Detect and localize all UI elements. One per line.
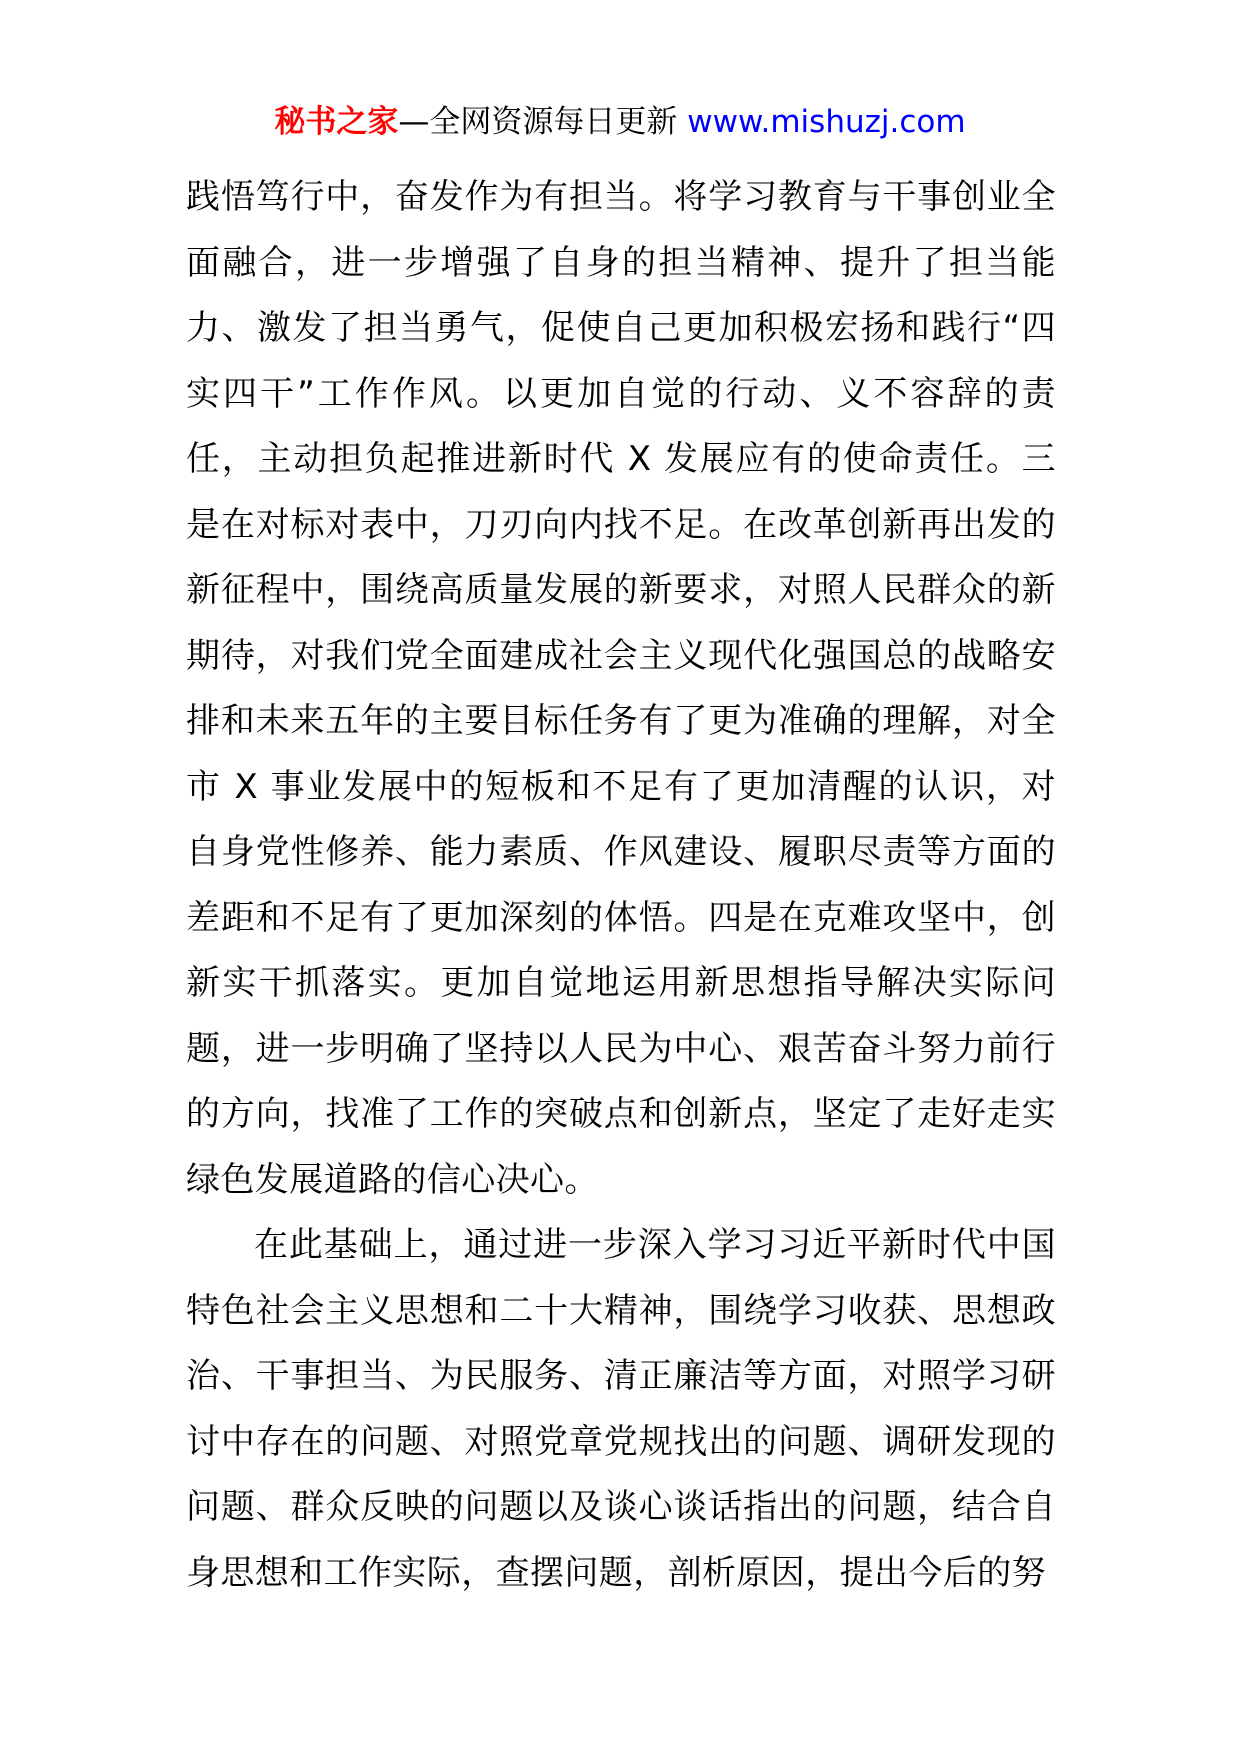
document-body xyxy=(186,165,1056,1606)
page-header xyxy=(0,100,1240,144)
site-url-link[interactable]: www.mishuzj.com xyxy=(687,104,966,140)
site-brand: 秘书之家 xyxy=(274,104,399,140)
paragraph-continued: 践悟笃行中，奋发作为有担当。将学习教育与干事创业全面融合，进一步增强了自身的担当精神、提升了担当能力、激发了担当勇气，促使自己更加积极宏扬和践行“四实四干”工作作风。以更加自觉的行动、义不容辞的责任，主动担负起推进新时代 X 发展应有的使命责任。三是在对标对表中，刀刃向内找不足。在改革创新再出发的新征程中，围绕高质量发展的新要求，对照人民群众的新期待，对我们党全面建成社会主义现代化强国总的战略安排和未来五年的主要目标任务有了更为准确的理解，对全市 X 事业发展中的短板和不足有了更加清醒的认识，对自身党性修养、能力素质、作风建设、履职尽责等方面的差距和不足有了更加深刻的体悟。四是在克难攻坚中，创新实干抓落实。更加自觉地运用新思想指导解决实际问题，进一步明确了坚持以人民为中心、艰苦奋斗努力前行的方向，找准了工作的突破点和创新点，坚定了走好走实绿色发展道路的信心决心。 xyxy=(186,177,1056,1200)
site-tagline: —全网资源每日更新 xyxy=(398,104,688,140)
paragraph-foundation: 在此基础上，通过进一步深入学习习近平新时代中国特色社会主义思想和二十大精神，围绕学习收获、思想政治、干事担当、为民服务、清正廉洁等方面，对照学习研讨中存在的问题、对照党章党规找出的问题、调研发现的问题、群众反映的问题以及谈心谈话指出的问题，结合自身思想和工作实际，查摆问题，剖析原因，提出今后的努 xyxy=(186,1225,1056,1593)
